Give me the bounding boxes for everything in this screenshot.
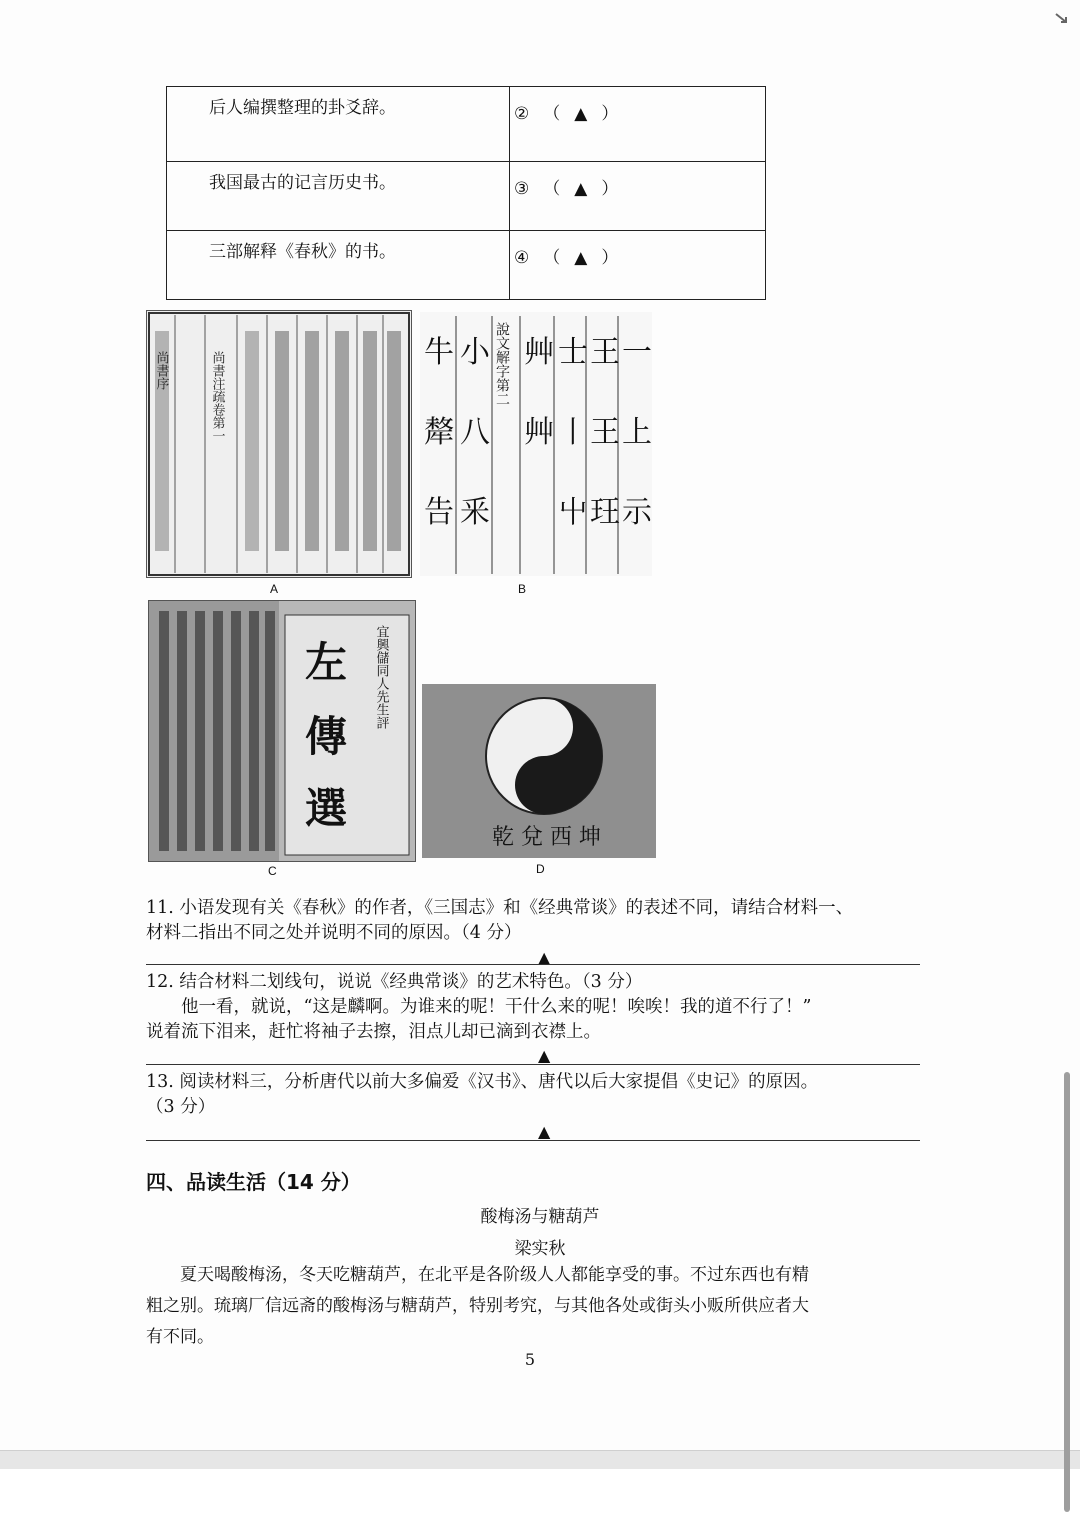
row-description: 我国最古的记言历史书。 [167, 162, 510, 231]
item-number: ③ [514, 179, 530, 199]
answer-slot [510, 87, 766, 162]
svg-text:艸: 艸 [524, 335, 554, 370]
figure-a-image [146, 310, 412, 578]
figure-a-label: A [270, 582, 279, 596]
section-heading: 四、品读生活（14 分） [146, 1170, 361, 1194]
paren-left: （ [543, 248, 561, 268]
paragraph-line-3: 有不同。 [146, 1327, 214, 1347]
svg-text:王: 王 [590, 335, 620, 370]
figure-c-char-1: 左 [305, 638, 348, 687]
svg-text:小: 小 [460, 335, 490, 370]
svg-text:示: 示 [622, 495, 652, 530]
answer-line[interactable] [146, 1140, 920, 1141]
svg-text:玨: 玨 [590, 495, 620, 530]
paragraph-line-1: 夏天喝酸梅汤，冬天吃糖葫芦，在北平是各阶级人人都能享受的事。不过东西也有精 [180, 1265, 809, 1285]
figure-c-side-text: 宜興儲同人先生評 [373, 625, 389, 729]
svg-text:一: 一 [622, 335, 652, 370]
figure-d-texture [422, 684, 656, 858]
figure-a-texture [147, 311, 411, 577]
figure-a-title: 尚書序 [153, 351, 169, 390]
question-13-line-1: 13. 阅读材料三，分析唐代以前大多偏爱《汉书》、唐代以后大家提倡《史记》的原因。 [146, 1072, 819, 1092]
question-12-line-1: 12. 结合材料二划线句，说说《经典常谈》的艺术特色。（3 分） [146, 972, 643, 992]
article-author: 梁实秋 [514, 1239, 566, 1259]
answer-triangle-icon: ▲ [538, 1046, 551, 1065]
svg-text:上: 上 [622, 415, 652, 450]
figure-b-title: 說文解字第二 [494, 322, 510, 406]
svg-text:丨: 丨 [558, 415, 588, 450]
answer-triangle-icon: ▲ [538, 948, 551, 967]
row-description: 后人编撰整理的卦爻辞。 [167, 87, 510, 162]
answer-slot [510, 231, 766, 300]
question-11-line-2: 材料二指出不同之处并说明不同的原因。（4 分） [146, 923, 522, 943]
triangle-mark: ▲ [574, 104, 588, 124]
paren-left: （ [543, 104, 561, 124]
paren-right: ） [601, 248, 619, 268]
triangle-mark: ▲ [574, 179, 588, 199]
figure-c-char-2: 傳 [305, 712, 348, 761]
svg-text:犛: 犛 [424, 415, 454, 450]
table-row [167, 231, 766, 300]
article-paragraph [146, 1260, 918, 1353]
page-number: 5 [524, 1350, 536, 1369]
figure-c-image [148, 600, 416, 862]
svg-text:艸: 艸 [524, 415, 554, 450]
svg-text:牛: 牛 [424, 335, 454, 370]
row-description: 三部解释《春秋》的书。 [167, 231, 510, 300]
triangle-mark: ▲ [574, 248, 588, 268]
answer-table [166, 86, 766, 300]
question-12 [146, 970, 926, 1045]
table-row [167, 162, 766, 231]
table-row [167, 87, 766, 162]
svg-text:屮: 屮 [558, 495, 588, 530]
answer-triangle-icon: ▲ [538, 1122, 551, 1141]
question-13 [146, 1070, 926, 1120]
figure-c-char-3: 選 [305, 784, 348, 833]
figure-a-subtitle: 尚書注疏卷第一 [209, 351, 225, 442]
expand-arrow-icon[interactable] [1052, 8, 1072, 28]
item-number: ② [514, 104, 530, 124]
paragraph-line-2: 粗之别。琉璃厂信远斋的酸梅汤与糖葫芦，特别考究，与其他各处或街头小贩所供应者大 [146, 1296, 809, 1316]
answer-line[interactable] [146, 964, 920, 965]
paren-left: （ [543, 179, 561, 199]
viewer-bottom-bar [0, 1450, 1080, 1469]
figure-b-texture [420, 312, 652, 576]
answer-line[interactable] [146, 1064, 920, 1065]
svg-text:八: 八 [460, 415, 490, 450]
question-11 [146, 896, 926, 946]
figure-d-chars: 乾 兌 西 坤 [492, 825, 601, 850]
yin-yang-icon [486, 698, 602, 814]
figure-b-image [420, 312, 652, 576]
paren-right: ） [601, 179, 619, 199]
svg-text:告: 告 [424, 495, 454, 530]
figure-c-label: C [268, 864, 277, 878]
figure-d-image [422, 684, 656, 858]
article-title: 酸梅汤与糖葫芦 [480, 1207, 600, 1227]
item-number: ④ [514, 248, 530, 268]
question-12-quote-1: 他一看，就说，“这是麟啊。为谁来的呢！干什么来的呢！唉唉！我的道不行了！” [181, 997, 812, 1017]
vertical-scrollbar[interactable] [1064, 1072, 1070, 1512]
svg-text:王: 王 [590, 415, 620, 450]
question-13-line-2: （3 分） [146, 1097, 216, 1117]
svg-text:士: 士 [558, 335, 588, 370]
question-12-quote-2: 说着流下泪来，赶忙将袖子去擦，泪点儿却已滴到衣襟上。 [146, 1022, 601, 1042]
paren-right: ） [601, 104, 619, 124]
figure-b-label: B [518, 582, 527, 596]
question-11-line-1: 11. 小语发现有关《春秋》的作者，《三国志》和《经典常谈》的表述不同，请结合材料一、 [146, 898, 854, 918]
figure-d-label: D [536, 862, 545, 876]
answer-slot [510, 162, 766, 231]
svg-text:釆: 釆 [460, 495, 490, 530]
figure-c-texture [149, 601, 415, 861]
